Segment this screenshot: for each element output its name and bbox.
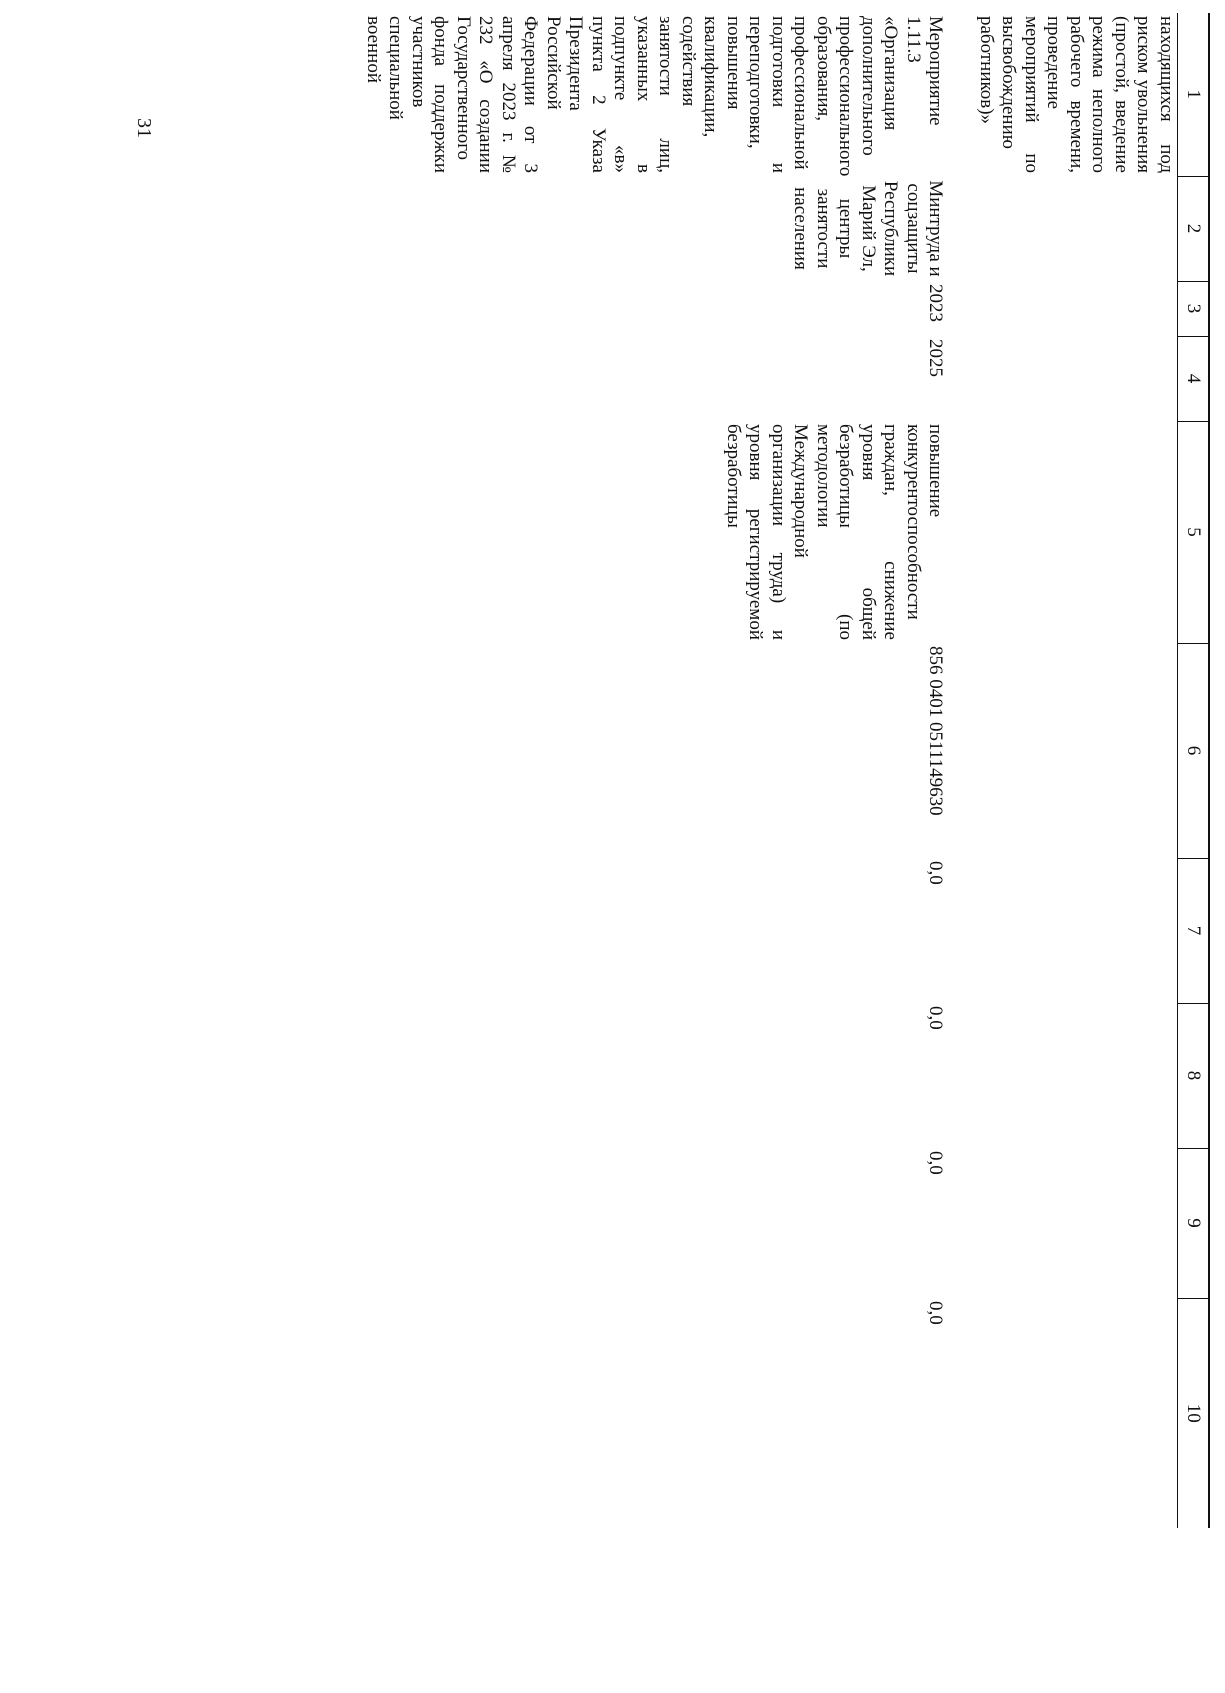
program-table [362, 13, 1211, 1528]
end-year-cell: 2025 [925, 339, 947, 377]
col-header-4: 4 [1178, 336, 1210, 421]
header-row [1178, 13, 1210, 1528]
value-col-10-cell: 0,0 [925, 1301, 947, 1325]
col-header-3: 3 [1178, 281, 1210, 336]
start-year-cell: 2023 [925, 284, 947, 322]
col-header-5: 5 [1178, 421, 1210, 643]
table-row-measure-1-11-3 [362, 13, 947, 1528]
col-header-7: 7 [1178, 858, 1210, 1003]
col-header-2: 2 [1178, 176, 1210, 281]
value-col-7-cell: 0,0 [925, 861, 947, 885]
continuation-row [975, 13, 1178, 1528]
value-col-8-cell: 0,0 [925, 1006, 947, 1030]
continuation-cell: находящихся под риском увольнения (простой, введение режима неполного рабочего времени, проведение мероприятий по высвобождению работников)» [976, 16, 1177, 173]
measure-description-cell: Мероприятие 1.11.3 «Организация дополнительного профессионального образования, профессиональной подготовки и переподготовки, повышения квалификации, содействия занятости лиц, указанных в подпункте «в» пункта 2 Указа Президента Российской Федерации от 3 апреля 2023 г. № 232 «О создании Государственного фонда поддержки участников специальной военной [363, 16, 947, 177]
col-header-10: 10 [1178, 1298, 1210, 1528]
page-number: 31 [133, 118, 155, 138]
col-header-9: 9 [1178, 1148, 1210, 1298]
expected-result-cell: повышение конкурентоспособности граждан, снижение уровня общей безработицы (по методологии Международной организации труда) и уровня регистрируемой безработицы [723, 424, 947, 640]
value-col-9-cell: 0,0 [925, 1151, 947, 1175]
budget-code-cell: 856 0401 0511149630 [925, 646, 947, 816]
col-header-6: 6 [1178, 643, 1210, 858]
rotated-page-content [125, 0, 1225, 1600]
col-header-8: 8 [1178, 1003, 1210, 1148]
responsible-executor-cell: Минтруда и соцзащиты Республики Марий Эл, центры занятости населения [790, 180, 947, 277]
col-header-1: 1 [1178, 13, 1210, 176]
